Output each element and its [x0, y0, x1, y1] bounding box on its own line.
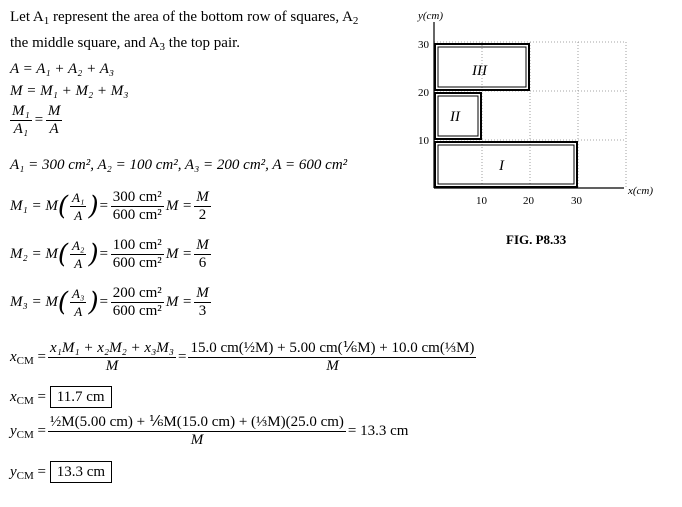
intro-text: the top pair. [165, 35, 241, 51]
equation-middle: M = [165, 293, 193, 310]
fraction-denominator: M [190, 432, 204, 448]
subscript: 3 [159, 41, 166, 53]
region-label-iii: III [472, 63, 487, 79]
intro-text: Let A [10, 9, 44, 25]
figure-caption: FIG. P8.33 [506, 232, 567, 247]
equation-lhs: x [10, 389, 17, 405]
m2-equation: M₂ = M( $\frac{\text{A₂}}{A}$ )= $\frac{\text{100 cm²}}{\text{600 cm²}}$ M = $\frac{M}{6}$ [10, 237, 209, 271]
equation-lhs: M₂ = M [10, 245, 58, 262]
x-tick-20: 20 [523, 195, 534, 204]
x-tick-30: 30 [571, 195, 582, 204]
equation-lhs: y [10, 464, 17, 480]
y-tick-10: 10 [418, 135, 429, 147]
equation-lhs: M₁ = M [10, 197, 58, 214]
fraction-numerator: A₂ [71, 238, 85, 253]
areas-equation: A₁ = 300 cm², A₂ = 100 cm², A₃ = 200 cm², A = 600 cm² [10, 157, 348, 173]
equation-middle: M = [165, 197, 193, 214]
fraction-denominator: M [105, 358, 119, 374]
region-i-inner [438, 145, 574, 184]
fraction-numerator: ½M(5.00 cm) + ⅙M(15.0 cm) + (⅓M)(25.0 cm) [50, 414, 344, 430]
fraction-numerator: 300 cm² [112, 189, 162, 205]
fraction-denominator: 600 cm² [112, 303, 162, 319]
fraction-numerator: 100 cm² [112, 237, 162, 253]
intro-text: the middle square, and A [10, 35, 160, 51]
intro-line-1 [10, 6, 358, 32]
region-i-rect [435, 142, 577, 187]
ycm-formula: $y_{CM}$ = $\frac{\text{½M(5.00 cm) + ⅙M(15.0 cm) + (⅓M)(25.0 cm)}}{M}$ = 13.3 cm [10, 414, 409, 448]
xcm-formula: $x_{CM}$ = $\frac{\text{x₁M₁ + x₂M₂ + x₃M₃}}{M}$ = $\frac{\text{15.0 cm(½M) + 5.00 cm(⅙M) + 10.0 cm(⅓M)}}{M}$ [10, 340, 475, 374]
y-tick-20: 20 [418, 87, 429, 99]
intro-text: represent the area of the bottom row of squares, A [49, 9, 353, 25]
equation-lhs: M₃ = M [10, 293, 58, 310]
fraction-denominator: A [74, 304, 83, 319]
fraction-numerator: 15.0 cm(½M) + 5.00 cm(⅙M) + 10.0 cm(⅓M) [190, 340, 475, 356]
fraction-denominator: 6 [198, 255, 207, 271]
subscript: 2 [352, 15, 359, 27]
subscript: CM [16, 470, 34, 482]
y-tick-30: 30 [418, 39, 429, 51]
fraction-denominator: A [49, 121, 59, 137]
fraction-numerator: A₁ [71, 190, 85, 205]
boxed-answer: 13.3 cm [50, 461, 112, 483]
subscript: CM [16, 395, 34, 407]
ycm-result: $y_{CM} = 13.3$ cm [10, 461, 112, 483]
fraction-denominator: 3 [198, 303, 207, 319]
mass-sum-equation: M = M₁ + M₂ + M₃ [10, 83, 129, 99]
fraction-denominator: A [74, 256, 83, 271]
intro-line-2 [10, 32, 358, 58]
fraction-denominator: 600 cm² [112, 255, 162, 271]
fraction-numerator: M [47, 103, 61, 119]
region-label-i: I [499, 158, 504, 174]
y-axis-label: y(cm) [418, 10, 444, 22]
subscript: 1 [43, 15, 50, 27]
fraction-denominator: 600 cm² [112, 207, 162, 223]
region-label-ii: II [450, 109, 460, 125]
fraction-denominator: A₁ [13, 121, 29, 137]
equation-result: = 13.3 cm [347, 422, 409, 439]
m3-equation: M₃ = M( $\frac{\text{A₃}}{A}$ )= $\frac{\text{200 cm²}}{\text{600 cm²}}$ M = $\frac{M}{3}$ [10, 285, 209, 319]
area-sum-equation: A = A₁ + A₂ + A₃ [10, 61, 115, 77]
figure-p8-33 [410, 4, 672, 204]
density-ratio-equation: $\frac{\text{M₁}}{\text{A₁}}$ = $\frac{M}{A}$ [12, 103, 61, 137]
boxed-answer: 11.7 cm [50, 386, 112, 408]
equation-middle: M = [165, 245, 193, 262]
fraction-numerator: x₁M₁ + x₂M₂ + x₃M₃ [50, 340, 175, 356]
equation-lhs: x [10, 348, 17, 365]
x-tick-10: 10 [476, 195, 487, 204]
fraction-numerator: 200 cm² [112, 285, 162, 301]
fraction-denominator: 2 [198, 207, 207, 223]
intro-paragraph [10, 6, 358, 58]
subscript: CM [16, 428, 34, 441]
fraction-numerator: M [196, 285, 209, 301]
x-axis-label: x(cm) [628, 185, 654, 197]
equation-lhs: y [10, 422, 17, 439]
subscript: CM [16, 354, 34, 367]
m1-equation: M₁ = M( $\frac{\text{A₁}}{A}$ )= $\frac{\text{300 cm²}}{\text{600 cm²}}$ M = $\frac{M}{2}$ [10, 189, 209, 223]
fraction-denominator: M [326, 358, 339, 374]
xcm-result: $x_{CM} = 11.7$ cm [10, 386, 112, 408]
fraction-denominator: A [74, 208, 83, 223]
fraction-numerator: A₃ [71, 286, 85, 301]
fraction-numerator: M [196, 189, 209, 205]
fraction-numerator: M₁ [12, 103, 30, 119]
fraction-numerator: M [196, 237, 209, 253]
